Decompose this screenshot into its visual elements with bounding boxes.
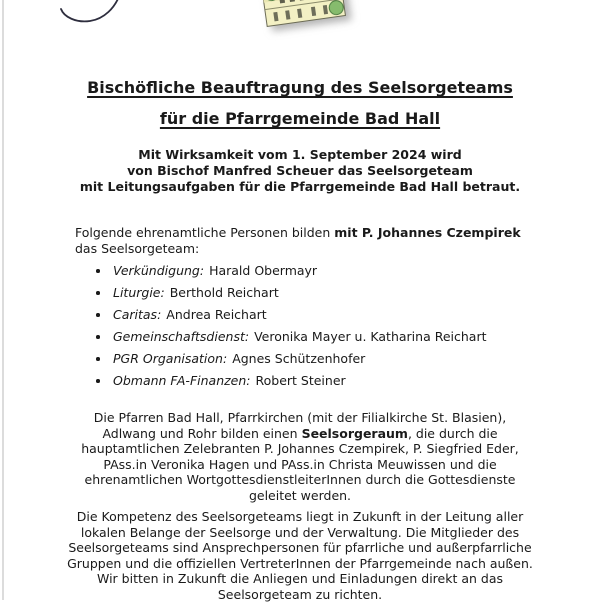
team-role: Gemeinschaftsdienst: — [113, 329, 249, 344]
paragraph-line: Adlwang und Rohr bilden einen Seelsorgeraum, die durch die — [0, 426, 600, 442]
team-member-name: Agnes Schützenhofer — [232, 351, 365, 366]
paragraph-line: geleitet werden. — [0, 488, 600, 504]
paragraph-line: PAss.in Veronika Hagen und PAss.in Christa Meuwissen und die — [0, 457, 600, 473]
team-list-item — [96, 373, 487, 388]
paragraph-line: Wir bitten in Zukunft die Anliegen und Einladungen direkt an das — [0, 571, 600, 587]
team-role: Obmann FA-Finanzen: — [113, 373, 251, 388]
effective-date-paragraph — [0, 147, 600, 195]
kompetenz-paragraph — [0, 509, 600, 602]
team-intro-line-2: das Seelsorgeteam: — [75, 241, 535, 257]
signature-swoosh-icon — [52, 0, 124, 26]
paragraph-line: ehrenamtlichen WortgottesdienstleiterInnen durch die Gottesdienste — [0, 472, 600, 488]
team-member-name: Robert Steiner — [256, 373, 346, 388]
document-title — [0, 72, 600, 134]
paragraph-line: lokalen Belange der Seelsorge und der Verwaltung. Die Mitglieder des — [0, 525, 600, 541]
team-member-name: Andrea Reichart — [166, 307, 266, 322]
team-list — [96, 263, 487, 395]
team-list-item — [96, 263, 487, 278]
paragraph-line: hauptamtlichen Zelebranten P. Johannes Czempirek, P. Siegfried Eder, — [0, 441, 600, 457]
team-list-item — [96, 351, 487, 366]
team-member-name: Veronika Mayer u. Katharina Reichart — [254, 329, 486, 344]
team-member-name: Harald Obermayr — [209, 263, 317, 278]
paragraph-line: Die Kompetenz des Seelsorgeteams liegt in Zukunft in der Leitung aller — [0, 509, 600, 525]
paragraph-line: Die Pfarren Bad Hall, Pfarrkirchen (mit der Filialkirche St. Blasien), — [0, 410, 600, 426]
paragraph-line: Seelsorgeteams sind Ansprechpersonen für pfarrliche und außerpfarrliche — [0, 540, 600, 556]
intro-line: mit Leitungsaufgaben für die Pfarrgemeinde Bad Hall betraut. — [0, 179, 600, 195]
team-role: Caritas: — [113, 307, 161, 322]
intro-line: von Bischof Manfred Scheuer das Seelsorgeteam — [0, 163, 600, 179]
team-intro-line-1: Folgende ehrenamtliche Personen bilden mit P. Johannes Czempirek — [75, 225, 535, 241]
team-role: Liturgie: — [113, 285, 165, 300]
title-line-2: für die Pfarrgemeinde Bad Hall — [0, 103, 600, 134]
team-list-item — [96, 329, 487, 344]
intro-line: Mit Wirksamkeit vom 1. September 2024 wird — [0, 147, 600, 163]
team-member-name: Berthold Reichart — [170, 285, 279, 300]
team-intro-paragraph — [75, 225, 535, 258]
paragraph-line: Seelsorgeteam zu richten. — [0, 587, 600, 602]
team-role: Verkündigung: — [113, 263, 204, 278]
team-role: PGR Organisation: — [113, 351, 227, 366]
seelsorgeraum-paragraph — [0, 410, 600, 503]
paragraph-line: Gruppen und die offiziellen VertreterInnen der Pfarrgemeinde nach außen. — [0, 556, 600, 572]
team-list-item — [96, 307, 487, 322]
village-clipart-icon — [261, 0, 349, 37]
team-list-item — [96, 285, 487, 300]
title-line-1: Bischöfliche Beauftragung des Seelsorgeteams — [0, 72, 600, 103]
